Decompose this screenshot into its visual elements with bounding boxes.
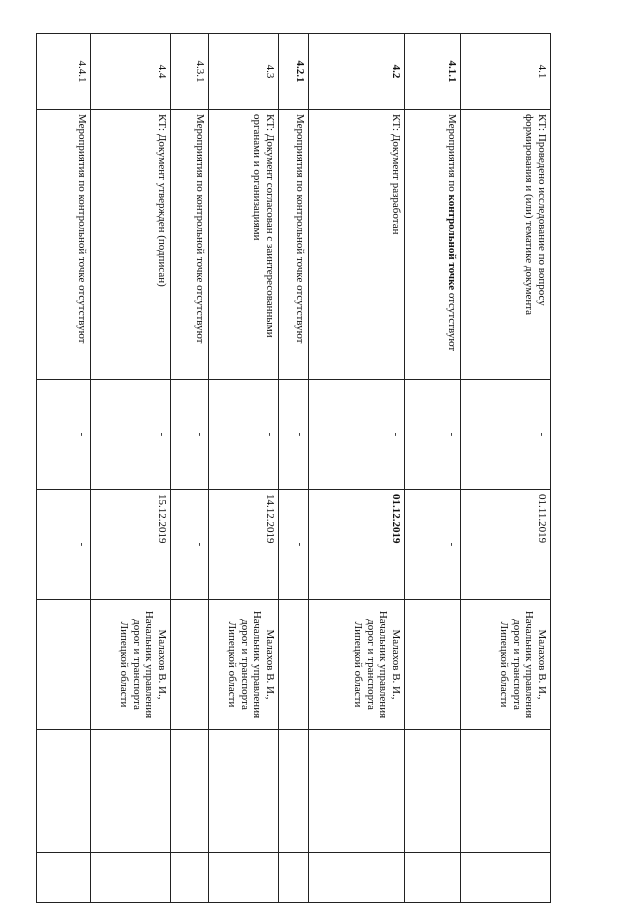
row-number: 4.3 [209, 34, 279, 110]
row-title-bold: контрольной точке [446, 194, 458, 291]
row-end: - [405, 490, 461, 600]
row-extra [171, 853, 209, 903]
row-start: - [461, 380, 551, 490]
table-row [171, 34, 209, 903]
row-title: Мероприятия по контрольной точке отсутствуют [171, 110, 209, 380]
table-row [405, 34, 461, 903]
row-end: - [37, 490, 91, 600]
row-title: КТ: Документ согласован с заинтересованными органами и организациями [209, 110, 279, 380]
row-extra [91, 853, 171, 903]
row-end: - [171, 490, 209, 600]
row-responsible: Малахов В. И., Начальник управления дорог и транспорта Липецкой области [461, 600, 551, 730]
row-start: - [37, 380, 91, 490]
table-row [91, 34, 171, 903]
row-result [309, 730, 405, 853]
row-responsible: Малахов В. И., Начальник управления дорог и транспорта Липецкой области [209, 600, 279, 730]
row-number: 4.2 [309, 34, 405, 110]
row-responsible: Малахов В. И., Начальник управления дорог и транспорта Липецкой области [309, 600, 405, 730]
table-row [461, 34, 551, 903]
table-row [37, 34, 91, 903]
row-extra [405, 853, 461, 903]
row-responsible [37, 600, 91, 730]
row-end: 15.12.2019 [91, 490, 171, 600]
row-number: 4.1.1 [405, 34, 461, 110]
row-title-rest: отсутствуют [446, 290, 458, 352]
row-title: КТ: Документ разработан [309, 110, 405, 380]
table-row [309, 34, 405, 903]
row-start: - [91, 380, 171, 490]
row-start: - [209, 380, 279, 490]
row-end: 14.12.2019 [209, 490, 279, 600]
row-start: - [279, 380, 309, 490]
row-responsible [171, 600, 209, 730]
row-result [209, 730, 279, 853]
row-extra [37, 853, 91, 903]
row-extra [309, 853, 405, 903]
row-end: 01.12.2019 [309, 490, 405, 600]
row-result [171, 730, 209, 853]
table-row [209, 34, 279, 903]
row-start: - [309, 380, 405, 490]
row-result [279, 730, 309, 853]
row-result [91, 730, 171, 853]
row-extra [209, 853, 279, 903]
row-extra [279, 853, 309, 903]
row-title [405, 110, 461, 380]
row-result [405, 730, 461, 853]
row-number: 4.4 [91, 34, 171, 110]
control-points-table [36, 33, 551, 903]
row-title-plain: Мероприятия по [446, 114, 458, 195]
row-result [461, 730, 551, 853]
row-title: КТ: Проведено исследование по вопросу формирования и (или) тематике документа [461, 110, 551, 380]
row-result [37, 730, 91, 853]
row-number: 4.4.1 [37, 34, 91, 110]
row-end: - [279, 490, 309, 600]
row-title: Мероприятия по контрольной точке отсутствуют [279, 110, 309, 380]
row-responsible: Малахов В. И., Начальник управления дорог и транспорта Липецкой области [91, 600, 171, 730]
row-title: Мероприятия по контрольной точке отсутствуют [37, 110, 91, 380]
row-responsible [405, 600, 461, 730]
row-number: 4.1 [461, 34, 551, 110]
row-responsible [279, 600, 309, 730]
row-extra [461, 853, 551, 903]
row-end: 01.11.2019 [461, 490, 551, 600]
row-title: КТ: Документ утвержден (подписан) [91, 110, 171, 380]
row-number: 4.2.1 [279, 34, 309, 110]
table-row [279, 34, 309, 903]
row-number: 4.3.1 [171, 34, 209, 110]
row-start: - [405, 380, 461, 490]
row-start: - [171, 380, 209, 490]
